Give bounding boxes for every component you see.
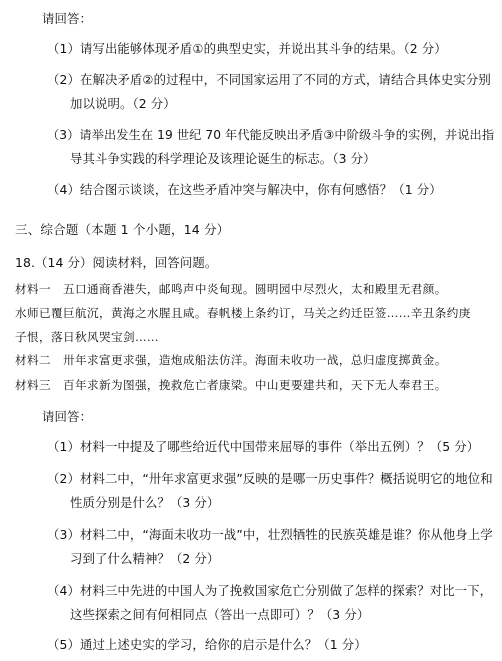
q17-sub3-line2: 导其斗争实践的科学理论及该理论诞生的标志。（3 分） [70, 151, 376, 166]
please-answer-heading-1: 请回答： [42, 11, 92, 26]
material-2: 材料二 卅年求富更求强，造炮成船法仿洋。海面未收功一战，总归虚度掷黄金。 [15, 353, 447, 367]
q18-sub3-line1: （3）材料二中，“海面未收功一战”中，壮烈牺牲的民族英雄是谁？你从他身上学 [47, 527, 493, 542]
q18-sub2-line2: 性质分别是什么？（3 分） [70, 495, 220, 510]
q18-sub1: （1）材料一中提及了哪些给近代中国带来屈辱的事件（举出五例）？（5 分） [47, 439, 480, 454]
section-3-title: 三、综合题（本题 1 个小题，14 分） [15, 222, 230, 237]
material-1-line3: 子恨，落日秋风哭宝剑…… [15, 330, 159, 344]
q17-sub2-line1: （2）在解决矛盾②的过程中，不同国家运用了不同的方式，请结合具体史实分别 [47, 72, 491, 87]
material-1-line1: 材料一 五口通商香港失，邮鸣声中炎甸现。圆明园中尽烈火，太和殿里无君颜。 [15, 282, 447, 296]
material-3: 材料三 百年求新为图强，挽救危亡者康梁。中山更要建共和，天下无人奉君王。 [15, 378, 447, 392]
q18-intro: 18.（14 分）阅读材料，回答问题。 [15, 255, 218, 270]
please-answer-heading-2: 请回答： [42, 409, 92, 424]
q18-sub2-line1: （2）材料二中，“卅年求富更求强”反映的是哪一历史事件？概括说明它的地位和 [47, 471, 493, 486]
q18-sub4-line2: 这些探索之间有何相同点（答出一点即可）？（3 分） [70, 607, 370, 622]
q17-sub3-line1: （3）请举出发生在 19 世纪 70 年代能反映出矛盾③中阶级斗争的实例，并说出指 [47, 128, 495, 142]
q17-sub1: （1）请写出能够体现矛盾①的典型史实，并说出其斗争的结果。（2 分） [47, 41, 447, 56]
q17-sub4: （4）结合图示谈谈，在这些矛盾冲突与解决中，你有何感悟？（1 分） [47, 182, 442, 197]
q18-sub3-line2: 习到了什么精神？（2 分） [70, 551, 220, 566]
q18-sub4-line1: （4）材料三中先进的中国人为了挽救国家危亡分别做了怎样的探索？对比一下， [47, 583, 493, 598]
q18-sub5: （5）通过上述史实的学习，给你的启示是什么？（1 分） [47, 637, 367, 652]
q17-sub2-line2: 加以说明。（2 分） [70, 96, 176, 111]
material-1-line2: 水师已覆巨航沉，黄海之水腥且咸。春帆楼上条约订，马关之约迁臣签……辛丑条约庚 [15, 306, 471, 320]
